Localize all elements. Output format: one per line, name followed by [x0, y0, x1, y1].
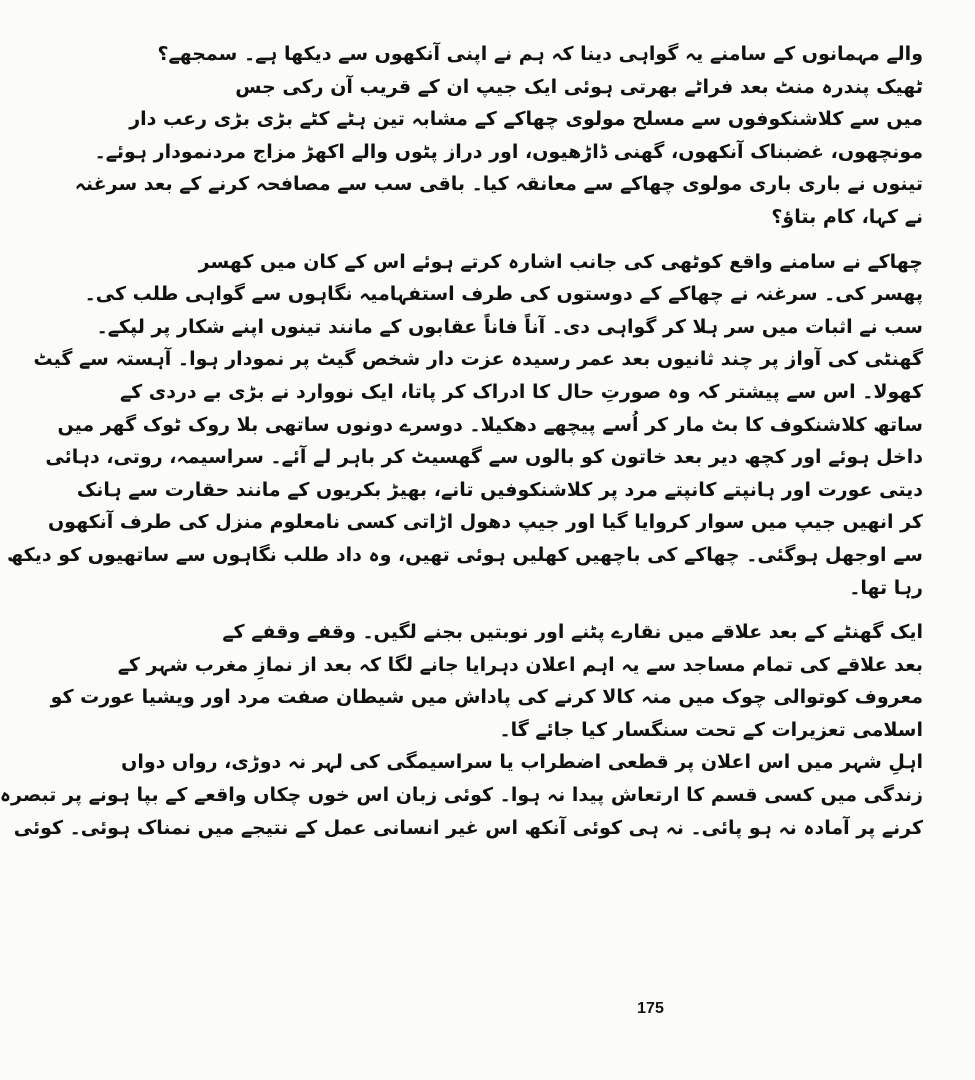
text-line: نے کہا، کام بتاؤ؟ — [771, 205, 923, 228]
text-line: ساتھ کلاشنکوف کا بٹ مار کر اُسے پیچھے دھکیلا۔ دوسرے دونوں ساتھی بلا روک ٹوک گھر میں — [57, 413, 923, 436]
text-line: گھنٹی کی آواز پر چند ثانیوں بعد عمر رسیدہ عزت دار شخص گیٹ پر نمودار ہوا۔ آہستہ سے گیٹ — [33, 348, 923, 371]
text-line: بعد علاقے کی تمام مساجد سے یہ اہم اعلان دہرایا جانے لگا کہ بعد از نمازِ مغرب شہر کے — [117, 653, 923, 676]
text-line: سے اوجھل ہوگئی۔ چھاکے کی باچھیں کھلیں ہوئی تھیں، وہ داد طلب نگاہوں سے ساتھیوں کو دیکھ — [6, 543, 923, 566]
text-line: ٹھیک پندرہ منٹ بعد فراٹے بھرتی ہوئی ایک جیپ ان کے قریب آن رکی جس — [235, 75, 923, 98]
text-line: داخل ہوئے اور کچھ دیر بعد خاتون کو بالوں سے گھسیٹ کر باہر لے آئے۔ سراسیمہ، روتی، دہائی — [45, 446, 923, 469]
paragraph — [50, 616, 923, 746]
page-number: 175 — [637, 1000, 664, 1017]
text-line: پھسر کی۔ سرغنہ نے چھاکے کے دوستوں کی طرف استفہامیہ نگاہوں سے گواہی طلب کی۔ — [84, 283, 923, 306]
text-line: سب نے اثبات میں سر ہلا کر گواہی دی۔ آناً فاناً عقابوں کے مانند تینوں اپنے شکار پر لپکے۔ — [96, 315, 923, 338]
text-line: معروف کوتوالی چوک میں منہ کالا کرنے کی پاداش میں شیطان صفت مرد اور ویشیا عورت کو — [50, 686, 923, 709]
text-line: مونچھوں، غضبناک آنکھوں، گھنی ڈاڑھیوں، اور دراز پٹوں والے اکھڑ مزاج مردنمودار ہوئے۔ — [94, 140, 923, 163]
text-line: والے مہمانوں کے سامنے یہ گواہی دینا کہ ہم نے اپنی آنکھوں سے دیکھا ہے۔ سمجھے؟ — [157, 43, 923, 65]
text-line: اسلامی تعزیرات کے تحت سنگسار کیا جائے گا۔ — [499, 718, 923, 741]
text-line: اہلِ شہر میں اس اعلان پر قطعی اضطراب یا سراسیمگی کی لہر نہ دوڑی، رواں دواں — [121, 751, 923, 774]
paragraph — [6, 246, 923, 605]
text-line: زندگی میں کسی قسم کا ارتعاش پیدا نہ ہوا۔ کوئی زبان اس خوں چکاں واقعے کے بپا ہونے پر تبصرہ — [0, 784, 923, 807]
paragraph — [0, 746, 923, 844]
text-line: ایک گھنٹے کے بعد علاقے میں نقارے پٹنے اور نوبتیں بجنے لگیں۔ وقفے وقفے کے — [222, 621, 923, 644]
paragraph-gap — [378, 604, 923, 616]
text-line: رہا تھا۔ — [849, 576, 923, 599]
paragraph-gap — [378, 234, 923, 246]
page-body-text — [0, 38, 923, 844]
text-line: چھاکے نے سامنے واقع کوٹھی کی جانب اشارہ کرتے ہوئے اس کے کان میں کھسر — [198, 250, 923, 273]
text-line: تینوں نے باری باری مولوی چھاکے سے معانقہ کیا۔ باقی سب سے مصافحہ کرنے کے بعد سرغنہ — [74, 173, 923, 196]
text-line: دیتی عورت اور ہانپتے کانپتے مرد پر کلاشنکوفیں تانے، بھیڑ بکریوں کے مانند حقارت سے ہانک — [76, 478, 923, 501]
paragraph — [74, 38, 923, 234]
text-line: میں سے کلاشنکوفوں سے مسلح مولوی چھاکے کے مشابہ تین ہٹے کٹے بڑی بڑی رعب دار — [129, 108, 923, 131]
text-line: کرنے پر آمادہ نہ ہو پائی۔ نہ ہی کوئی آنکھ اس غیر انسانی عمل کے نتیجے میں نمناک ہوئی۔ کوئی — [13, 816, 923, 839]
text-line: کر انھیں جیپ میں سوار کروایا گیا اور جیپ دھول اڑاتی کسی نامعلوم منزل کی طرف آنکھوں — [47, 511, 923, 534]
text-line: کھولا۔ اس سے پیشتر کہ وہ صورتِ حال کا ادراک کر پاتا، ایک نووارد نے بڑی بے دردی کے — [119, 380, 923, 403]
